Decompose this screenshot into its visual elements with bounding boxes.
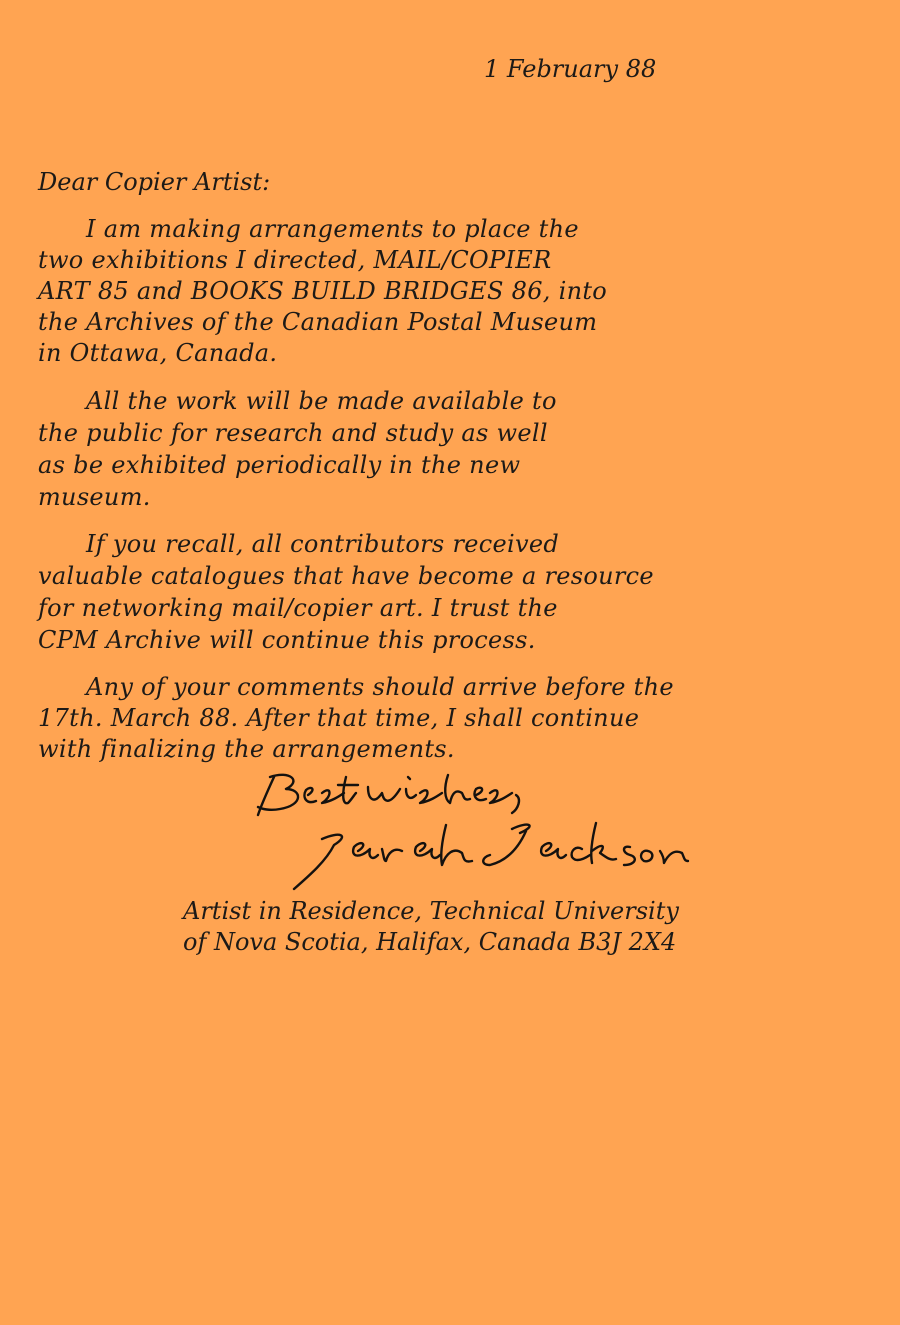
paragraph-4-line-1: Any of your comments should arrive before the xyxy=(86,673,674,701)
paragraph-2-line-3: as be exhibited periodically in the new xyxy=(38,451,521,479)
paragraph-3-line-1: If you recall, all contributors received xyxy=(86,530,560,558)
handwritten-signature xyxy=(250,765,690,905)
paragraph-2-line-4: museum. xyxy=(38,483,151,511)
paragraph-1-line-3: ART 85 and BOOKS BUILD BRIDGES 86, into xyxy=(38,277,608,305)
paragraph-1-line-1: I am making arrangements to place the xyxy=(86,215,579,243)
paragraph-3-line-4: CPM Archive will continue this process. xyxy=(38,626,536,654)
paragraph-4-line-3: with finalizing the arrangements. xyxy=(38,735,455,763)
signature-block-line-1: Artist in Residence, Technical University xyxy=(183,897,679,925)
paragraph-3-line-2: valuable catalogues that have become a resource xyxy=(38,562,654,590)
paragraph-1-line-5: in Ottawa, Canada. xyxy=(38,339,278,367)
paragraph-4-line-2: 17th. March 88. After that time, I shall continue xyxy=(38,704,640,732)
paragraph-1-line-2: two exhibitions I directed, MAIL/COPIER xyxy=(38,246,552,274)
signature-block-line-2: of Nova Scotia, Halifax, Canada B3J 2X4 xyxy=(183,928,677,956)
paragraph-1-line-4: the Archives of the Canadian Postal Museum xyxy=(38,308,598,336)
paragraph-2-line-2: the public for research and study as well xyxy=(38,419,548,447)
paragraph-3-line-3: for networking mail/copier art. I trust the xyxy=(38,594,558,622)
paragraph-2-line-1: All the work will be made available to xyxy=(86,387,557,415)
letter-date: 1 February 88 xyxy=(484,55,657,83)
salutation: Dear Copier Artist: xyxy=(38,168,271,196)
